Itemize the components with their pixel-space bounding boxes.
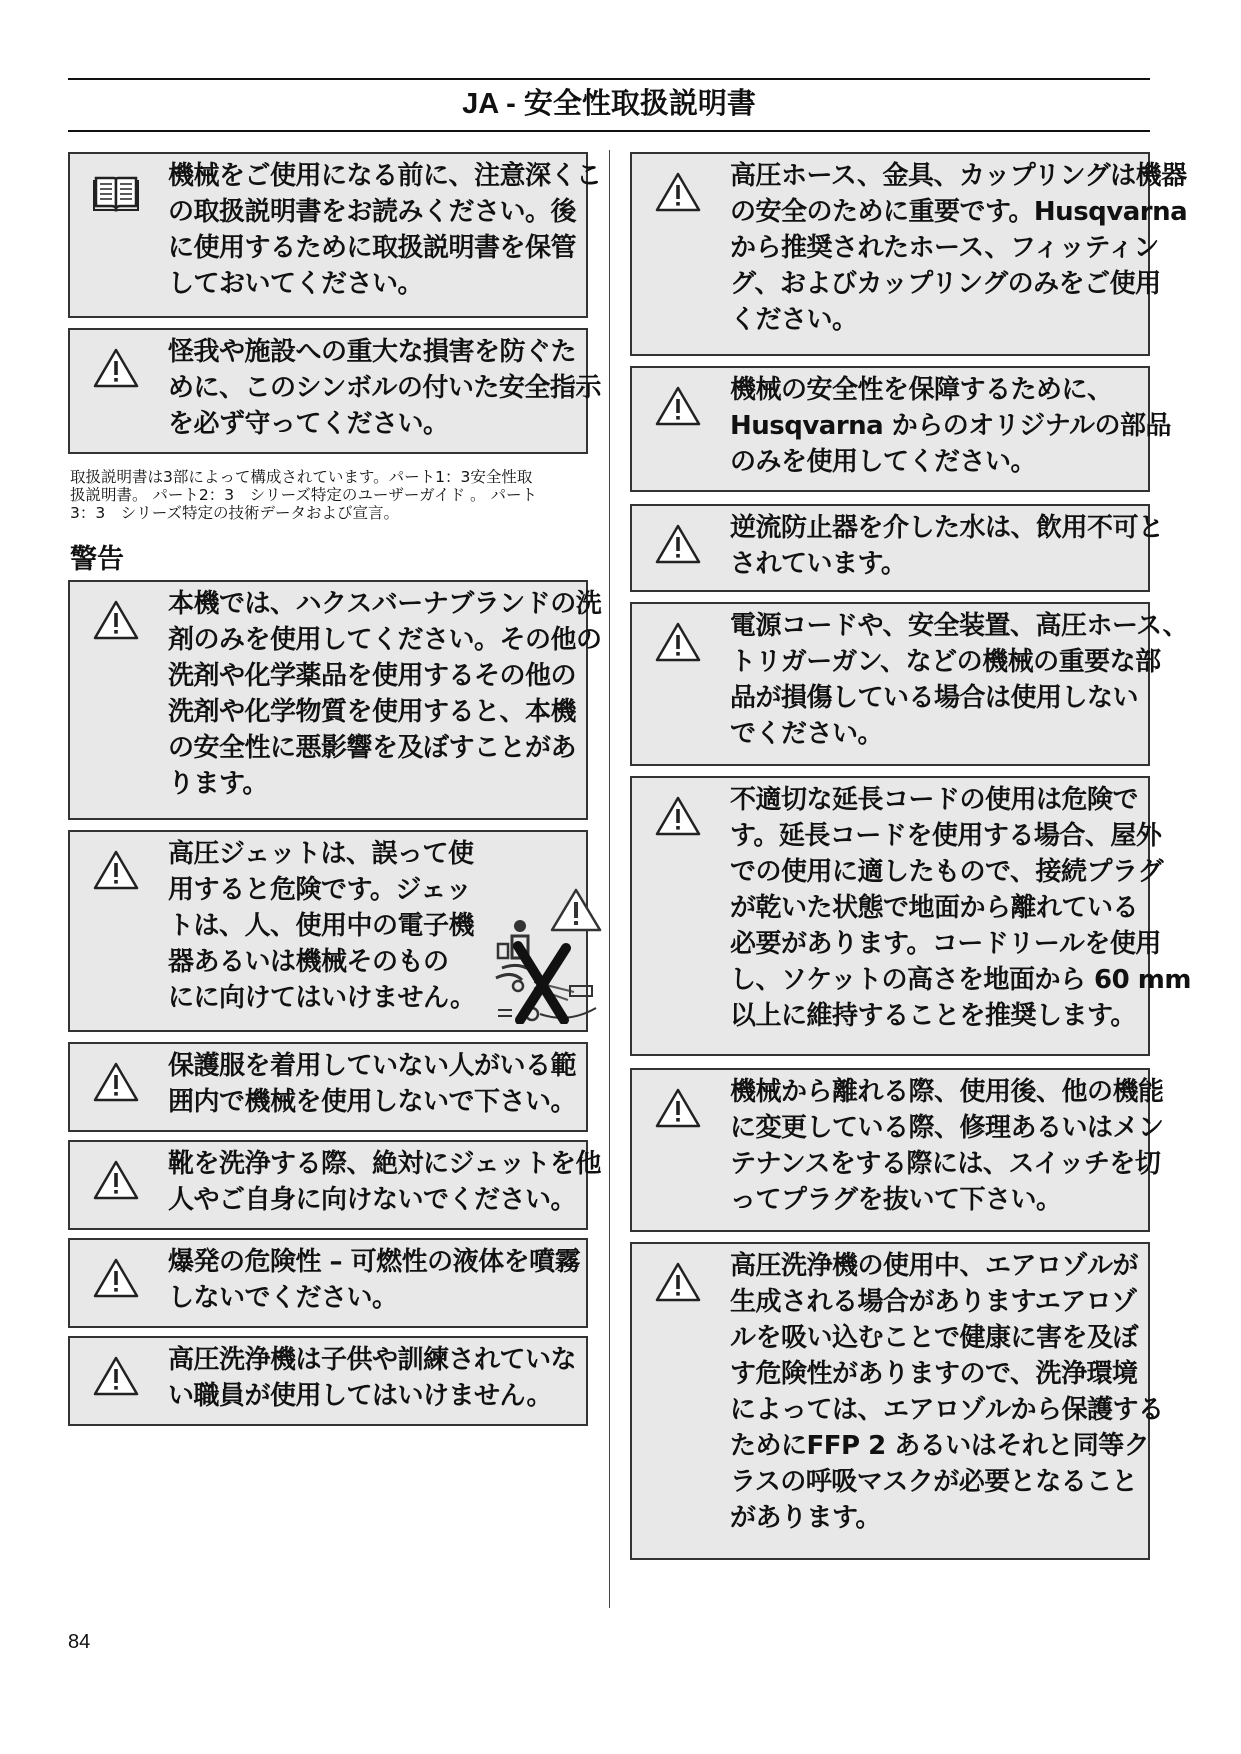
text-line: の安全性に悪影響を及ぼすことがあ — [168, 733, 577, 763]
text-line: しておいてください。 — [168, 269, 424, 299]
text-line: 洗剤や化学薬品を使用するその他の — [168, 661, 577, 691]
text-line: 不適切な延長コードの使用は危険で — [730, 785, 1139, 815]
warning-box — [68, 580, 602, 820]
text-line: から推奨されたホース、フィッティン — [730, 233, 1159, 263]
text-line: に変更している際、修理あるいはメン — [730, 1113, 1164, 1143]
text-line: 品が損傷している場合は使用しない — [730, 683, 1139, 713]
text-line: 必要があります。コードリールを使用 — [730, 929, 1161, 959]
text-line: されています。 — [730, 549, 907, 579]
text-line: 機械から離れる際、使用後、他の機能 — [730, 1077, 1164, 1107]
warning-box — [630, 366, 1171, 492]
warning-triangle-icon — [92, 1060, 140, 1104]
text-line: 高圧洗浄機の使用中、エアロゾルが — [730, 1251, 1139, 1281]
text-line: 取扱説明書は3部によって構成されています。パート1：3安全性取 — [70, 468, 533, 486]
text-line: 人やご自身に向けないでください。 — [168, 1185, 577, 1215]
warning-box — [630, 504, 1164, 592]
text-line: での使用に適したもので、接続プラグ — [730, 857, 1163, 887]
warning-box — [68, 1336, 588, 1426]
text-line: い職員が使用してはいけません。 — [168, 1381, 553, 1411]
text-line: 生成される場合がありますエアロゾ — [730, 1287, 1137, 1317]
text-line: 逆流防止器を介した水は、飲用不可と — [730, 513, 1164, 543]
text-line: によっては、エアロゾルから保護する — [730, 1395, 1164, 1425]
warning-triangle-icon — [654, 1086, 702, 1130]
text-line: 機械の安全性を保障するために、 — [730, 375, 1113, 405]
text-line: ってプラグを抜いて下さい。 — [730, 1185, 1062, 1215]
text-line: のみを使用してください。 — [730, 447, 1037, 477]
intro-paragraph — [70, 468, 640, 522]
text-line: の取扱説明書をお読みください。後 — [168, 197, 577, 227]
text-line: 洗剤や化学物質を使用すると、本機 — [168, 697, 577, 727]
text-line: 爆発の危険性 – 可燃性の液体を噴霧 — [168, 1247, 581, 1277]
text-line: トリガーガン、などの機械の重要な部 — [730, 647, 1161, 677]
warning-box — [630, 1242, 1164, 1560]
warning-heading: 警告 — [70, 544, 124, 575]
text-line: テナンスをする際には、スイッチを切 — [730, 1149, 1161, 1179]
text-line: 本機では、ハクスバーナブランドの洗 — [168, 589, 602, 619]
text-line: 剤のみを使用してください。その他の — [168, 625, 602, 655]
warning-triangle-icon — [92, 1256, 140, 1300]
text-line: 機械をご使用になる前に、注意深くこ — [168, 161, 602, 191]
text-line: めに、このシンボルの付いた安全指示 — [168, 373, 601, 403]
text-line: 靴を洗浄する際、絶対にジェットを他 — [168, 1149, 601, 1179]
page-title: JA - 安全性取扱説明書 — [462, 88, 756, 120]
read-manual-notice — [68, 152, 602, 318]
text-line: グ、およびカップリングのみをご使用 — [730, 269, 1161, 299]
text-line: 用すると危険です。ジェッ — [168, 875, 472, 905]
text-line: 以上に維持することを推奨します。 — [730, 1001, 1136, 1031]
warning-triangle-icon — [92, 1354, 140, 1398]
text-line: 電源コードや、安全装置、高圧ホース、 — [730, 611, 1188, 641]
header-bottom-rule — [68, 130, 1150, 132]
text-line: 3：3 シリーズ特定の技術データおよび宣言。 — [70, 504, 399, 522]
warning-triangle-icon — [92, 848, 140, 892]
book-icon — [92, 170, 140, 214]
text-line: ください。 — [730, 305, 858, 335]
warning-box — [68, 830, 588, 1032]
text-line: 高圧ジェットは、誤って使 — [168, 839, 474, 869]
text-line: ります。 — [168, 769, 268, 799]
text-line: 高圧洗浄機は子供や訓練されていな — [168, 1345, 577, 1375]
warning-box — [68, 1238, 588, 1328]
text-line: 怪我や施設への重大な損害を防ぐた — [168, 337, 577, 367]
text-line: 器あるいは機械そのもの — [168, 947, 449, 977]
page-number: 84 — [68, 1631, 91, 1653]
text-line: を必ず守ってください。 — [168, 409, 449, 439]
text-line: ラスの呼吸マスクが必要となること — [730, 1467, 1138, 1497]
text-line: 囲内で機械を使用しないで下さい。 — [168, 1087, 577, 1117]
header-top-rule — [68, 78, 1150, 80]
warning-triangle-icon — [654, 620, 702, 664]
warning-box — [68, 1140, 601, 1230]
text-line: す危険性がありますので、洗浄環境 — [730, 1359, 1138, 1389]
text-line: しないでください。 — [168, 1283, 398, 1313]
warning-box — [630, 152, 1188, 356]
text-line: 扱説明書。 パート2：3 シリーズ特定のユーザーガイド 。 パート — [70, 486, 537, 504]
text-line: ルを吸い込むことで健康に害を及ぼ — [730, 1323, 1139, 1353]
warning-box — [68, 1042, 588, 1132]
text-line: 高圧ホース、金具、カップリングは機器 — [730, 161, 1187, 191]
jet-hazard-illustration — [478, 874, 630, 1024]
text-line: す。延長コードを使用する場合、屋外 — [730, 821, 1162, 851]
text-line: にに向けてはいけません。 — [168, 983, 476, 1013]
text-line: トは、人、使用中の電子機 — [168, 911, 475, 941]
warning-triangle-icon — [654, 384, 702, 428]
warning-triangle-icon — [654, 522, 702, 566]
warning-triangle-icon — [654, 1260, 702, 1304]
text-line: Husqvarna からのオリジナルの部品 — [730, 411, 1171, 441]
text-line: に使用するために取扱説明書を保管 — [168, 233, 577, 263]
warning-box — [630, 776, 1191, 1056]
text-line: でください。 — [730, 719, 884, 749]
text-line: の安全のために重要です。Husqvarna — [730, 197, 1188, 227]
text-line: 保護服を着用していない人がいる範 — [168, 1051, 577, 1081]
text-line: が乾いた状態で地面から離れている — [730, 893, 1139, 923]
warning-triangle-icon — [654, 170, 702, 214]
symbol-notice — [68, 328, 601, 454]
warning-triangle-icon — [92, 346, 140, 390]
text-line: があります。 — [730, 1503, 881, 1533]
warning-box — [630, 602, 1188, 766]
warning-triangle-icon — [92, 598, 140, 642]
warning-box — [630, 1068, 1164, 1232]
text-line: ためにFFP 2 あるいはそれと同等ク — [730, 1431, 1150, 1461]
warning-triangle-icon — [92, 1158, 140, 1202]
warning-triangle-icon — [654, 794, 702, 838]
text-line: し、ソケットの高さを地面から 60 mm — [730, 965, 1191, 995]
